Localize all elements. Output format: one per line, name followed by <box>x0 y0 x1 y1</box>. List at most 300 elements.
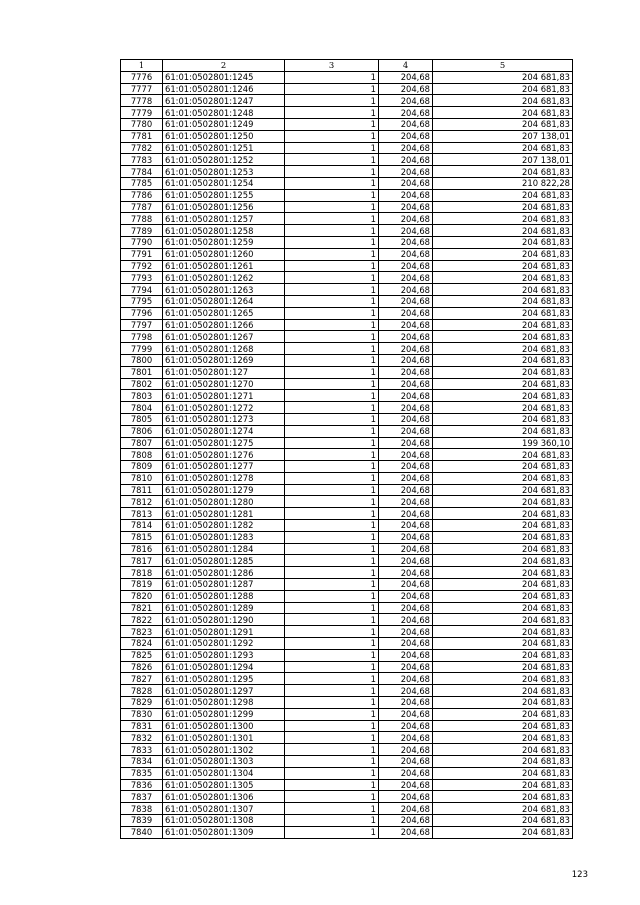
cadastral-number-cell: 61:01:0502801:1300 <box>163 720 285 732</box>
area-cell: 204,68 <box>379 472 433 484</box>
table-row <box>121 661 573 673</box>
area-cell: 204,68 <box>379 260 433 272</box>
value-cell: 204 681,83 <box>433 685 573 697</box>
quantity-cell: 1 <box>285 815 379 827</box>
cadastral-number-cell: 61:01:0502801:1285 <box>163 555 285 567</box>
area-cell: 204,68 <box>379 767 433 779</box>
area-cell: 204,68 <box>379 142 433 154</box>
quantity-cell: 1 <box>285 130 379 142</box>
value-cell: 204 681,83 <box>433 555 573 567</box>
area-cell: 204,68 <box>379 732 433 744</box>
quantity-cell: 1 <box>285 225 379 237</box>
value-cell: 204 681,83 <box>433 248 573 260</box>
row-number-cell: 7799 <box>121 343 163 355</box>
row-number-cell: 7784 <box>121 166 163 178</box>
table-row <box>121 508 573 520</box>
quantity-cell: 1 <box>285 402 379 414</box>
cadastral-number-cell: 61:01:0502801:1267 <box>163 331 285 343</box>
area-cell: 204,68 <box>379 343 433 355</box>
quantity-cell: 1 <box>285 779 379 791</box>
quantity-cell: 1 <box>285 720 379 732</box>
area-cell: 204,68 <box>379 779 433 791</box>
area-cell: 204,68 <box>379 449 433 461</box>
table-row <box>121 248 573 260</box>
quantity-cell: 1 <box>285 791 379 803</box>
area-cell: 204,68 <box>379 154 433 166</box>
area-cell: 204,68 <box>379 307 433 319</box>
quantity-cell: 1 <box>285 579 379 591</box>
cadastral-number-cell: 61:01:0502801:1251 <box>163 142 285 154</box>
table-row <box>121 543 573 555</box>
row-number-cell: 7787 <box>121 201 163 213</box>
value-cell: 204 681,83 <box>433 343 573 355</box>
area-cell: 204,68 <box>379 661 433 673</box>
quantity-cell: 1 <box>285 520 379 532</box>
table-row <box>121 166 573 178</box>
cadastral-number-cell: 61:01:0502801:1303 <box>163 756 285 768</box>
row-number-cell: 7806 <box>121 425 163 437</box>
value-cell: 204 681,83 <box>433 284 573 296</box>
value-cell: 204 681,83 <box>433 815 573 827</box>
cadastral-number-cell: 61:01:0502801:1302 <box>163 744 285 756</box>
row-number-cell: 7779 <box>121 107 163 119</box>
value-cell: 204 681,83 <box>433 413 573 425</box>
table-row <box>121 189 573 201</box>
row-number-cell: 7795 <box>121 295 163 307</box>
area-cell: 204,68 <box>379 295 433 307</box>
quantity-cell: 1 <box>285 531 379 543</box>
row-number-cell: 7776 <box>121 71 163 83</box>
cadastral-number-cell: 61:01:0502801:1254 <box>163 177 285 189</box>
quantity-cell: 1 <box>285 685 379 697</box>
value-cell: 204 681,83 <box>433 378 573 390</box>
cadastral-number-cell: 61:01:0502801:1264 <box>163 295 285 307</box>
quantity-cell: 1 <box>285 543 379 555</box>
row-number-cell: 7804 <box>121 402 163 414</box>
area-cell: 204,68 <box>379 649 433 661</box>
table-row <box>121 142 573 154</box>
row-number-cell: 7802 <box>121 378 163 390</box>
area-cell: 204,68 <box>379 826 433 838</box>
area-cell: 204,68 <box>379 744 433 756</box>
cadastral-number-cell: 61:01:0502801:1248 <box>163 107 285 119</box>
cadastral-number-cell: 61:01:0502801:1249 <box>163 118 285 130</box>
table-row <box>121 732 573 744</box>
cadastral-number-cell: 61:01:0502801:1256 <box>163 201 285 213</box>
cadastral-number-cell: 61:01:0502801:1305 <box>163 779 285 791</box>
value-cell: 204 681,83 <box>433 366 573 378</box>
quantity-cell: 1 <box>285 708 379 720</box>
value-cell: 204 681,83 <box>433 756 573 768</box>
quantity-cell: 1 <box>285 767 379 779</box>
table-row <box>121 366 573 378</box>
row-number-cell: 7816 <box>121 543 163 555</box>
value-cell: 204 681,83 <box>433 614 573 626</box>
area-cell: 204,68 <box>379 543 433 555</box>
quantity-cell: 1 <box>285 142 379 154</box>
row-number-cell: 7832 <box>121 732 163 744</box>
value-cell: 204 681,83 <box>433 189 573 201</box>
area-cell: 204,68 <box>379 95 433 107</box>
table-row <box>121 177 573 189</box>
area-cell: 204,68 <box>379 673 433 685</box>
quantity-cell: 1 <box>285 166 379 178</box>
row-number-cell: 7824 <box>121 638 163 650</box>
row-number-cell: 7817 <box>121 555 163 567</box>
quantity-cell: 1 <box>285 803 379 815</box>
area-cell: 204,68 <box>379 413 433 425</box>
table-row <box>121 319 573 331</box>
table-row <box>121 95 573 107</box>
table-row <box>121 756 573 768</box>
area-cell: 204,68 <box>379 189 433 201</box>
value-cell: 204 681,83 <box>433 402 573 414</box>
area-cell: 204,68 <box>379 720 433 732</box>
area-cell: 204,68 <box>379 685 433 697</box>
value-cell: 204 681,83 <box>433 626 573 638</box>
cadastral-number-cell: 61:01:0502801:1262 <box>163 272 285 284</box>
cadastral-number-cell: 61:01:0502801:1253 <box>163 166 285 178</box>
cadastral-number-cell: 61:01:0502801:1274 <box>163 425 285 437</box>
row-number-cell: 7828 <box>121 685 163 697</box>
value-cell: 204 681,83 <box>433 472 573 484</box>
value-cell: 204 681,83 <box>433 213 573 225</box>
cadastral-number-cell: 61:01:0502801:1304 <box>163 767 285 779</box>
row-number-cell: 7830 <box>121 708 163 720</box>
area-cell: 204,68 <box>379 791 433 803</box>
cadastral-number-cell: 61:01:0502801:1266 <box>163 319 285 331</box>
row-number-cell: 7831 <box>121 720 163 732</box>
quantity-cell: 1 <box>285 331 379 343</box>
table-row <box>121 720 573 732</box>
value-cell: 204 681,83 <box>433 543 573 555</box>
row-number-cell: 7819 <box>121 579 163 591</box>
cadastral-number-cell: 61:01:0502801:1252 <box>163 154 285 166</box>
cadastral-number-cell: 61:01:0502801:1290 <box>163 614 285 626</box>
cadastral-number-cell: 61:01:0502801:1269 <box>163 354 285 366</box>
value-cell: 204 681,83 <box>433 425 573 437</box>
value-cell: 204 681,83 <box>433 95 573 107</box>
cadastral-number-cell: 61:01:0502801:1288 <box>163 590 285 602</box>
value-cell: 204 681,83 <box>433 531 573 543</box>
row-number-cell: 7809 <box>121 461 163 473</box>
table-row <box>121 815 573 827</box>
cadastral-number-cell: 61:01:0502801:1281 <box>163 508 285 520</box>
row-number-cell: 7822 <box>121 614 163 626</box>
cadastral-number-cell: 61:01:0502801:1258 <box>163 225 285 237</box>
value-cell: 204 681,83 <box>433 390 573 402</box>
value-cell: 204 681,83 <box>433 307 573 319</box>
row-number-cell: 7821 <box>121 602 163 614</box>
quantity-cell: 1 <box>285 83 379 95</box>
quantity-cell: 1 <box>285 756 379 768</box>
cadastral-number-cell: 61:01:0502801:1268 <box>163 343 285 355</box>
value-cell: 204 681,83 <box>433 779 573 791</box>
row-number-cell: 7783 <box>121 154 163 166</box>
row-number-cell: 7794 <box>121 284 163 296</box>
page-number: 123 <box>571 870 588 880</box>
area-cell: 204,68 <box>379 590 433 602</box>
row-number-cell: 7834 <box>121 756 163 768</box>
quantity-cell: 1 <box>285 413 379 425</box>
value-cell: 204 681,83 <box>433 295 573 307</box>
quantity-cell: 1 <box>285 484 379 496</box>
quantity-cell: 1 <box>285 236 379 248</box>
quantity-cell: 1 <box>285 826 379 838</box>
quantity-cell: 1 <box>285 378 379 390</box>
area-cell: 204,68 <box>379 496 433 508</box>
table-row <box>121 590 573 602</box>
area-cell: 204,68 <box>379 756 433 768</box>
table-row <box>121 708 573 720</box>
cadastral-number-cell: 61:01:0502801:1298 <box>163 697 285 709</box>
cadastral-number-cell: 61:01:0502801:1260 <box>163 248 285 260</box>
cadastral-number-cell: 61:01:0502801:1283 <box>163 531 285 543</box>
row-number-cell: 7786 <box>121 189 163 201</box>
value-cell: 204 681,83 <box>433 71 573 83</box>
table-row <box>121 614 573 626</box>
value-cell: 204 681,83 <box>433 590 573 602</box>
table-row <box>121 425 573 437</box>
cadastral-number-cell: 61:01:0502801:1301 <box>163 732 285 744</box>
quantity-cell: 1 <box>285 437 379 449</box>
table-row <box>121 626 573 638</box>
area-cell: 204,68 <box>379 579 433 591</box>
table-row <box>121 213 573 225</box>
quantity-cell: 1 <box>285 260 379 272</box>
cadastral-number-cell: 61:01:0502801:1282 <box>163 520 285 532</box>
quantity-cell: 1 <box>285 95 379 107</box>
row-number-cell: 7792 <box>121 260 163 272</box>
cadastral-number-cell: 61:01:0502801:1293 <box>163 649 285 661</box>
cadastral-number-cell: 61:01:0502801:1291 <box>163 626 285 638</box>
cadastral-number-cell: 61:01:0502801:1265 <box>163 307 285 319</box>
cadastral-number-cell: 61:01:0502801:1295 <box>163 673 285 685</box>
value-cell: 204 681,83 <box>433 520 573 532</box>
value-cell: 204 681,83 <box>433 744 573 756</box>
column-header-2: 2 <box>163 60 285 72</box>
quantity-cell: 1 <box>285 366 379 378</box>
table-body <box>121 71 573 838</box>
table-row <box>121 472 573 484</box>
area-cell: 204,68 <box>379 378 433 390</box>
table-row <box>121 201 573 213</box>
cadastral-number-cell: 61:01:0502801:1246 <box>163 83 285 95</box>
cadastral-number-cell: 61:01:0502801:1294 <box>163 661 285 673</box>
value-cell: 204 681,83 <box>433 638 573 650</box>
register-table <box>120 59 573 839</box>
area-cell: 204,68 <box>379 366 433 378</box>
quantity-cell: 1 <box>285 567 379 579</box>
column-header-1: 1 <box>121 60 163 72</box>
table-row <box>121 260 573 272</box>
area-cell: 204,68 <box>379 390 433 402</box>
value-cell: 204 681,83 <box>433 331 573 343</box>
cadastral-number-cell: 61:01:0502801:1279 <box>163 484 285 496</box>
row-number-cell: 7836 <box>121 779 163 791</box>
quantity-cell: 1 <box>285 732 379 744</box>
row-number-cell: 7790 <box>121 236 163 248</box>
value-cell: 204 681,83 <box>433 107 573 119</box>
table-row <box>121 638 573 650</box>
value-cell: 210 822,28 <box>433 177 573 189</box>
value-cell: 204 681,83 <box>433 803 573 815</box>
area-cell: 204,68 <box>379 354 433 366</box>
value-cell: 204 681,83 <box>433 354 573 366</box>
table-row <box>121 555 573 567</box>
value-cell: 204 681,83 <box>433 567 573 579</box>
value-cell: 204 681,83 <box>433 661 573 673</box>
area-cell: 204,68 <box>379 803 433 815</box>
table-row <box>121 803 573 815</box>
table-row <box>121 413 573 425</box>
quantity-cell: 1 <box>285 508 379 520</box>
table-row <box>121 531 573 543</box>
area-cell: 204,68 <box>379 331 433 343</box>
quantity-cell: 1 <box>285 590 379 602</box>
value-cell: 204 681,83 <box>433 272 573 284</box>
cadastral-number-cell: 61:01:0502801:1276 <box>163 449 285 461</box>
row-number-cell: 7840 <box>121 826 163 838</box>
cadastral-number-cell: 61:01:0502801:1306 <box>163 791 285 803</box>
column-header-3: 3 <box>285 60 379 72</box>
area-cell: 204,68 <box>379 166 433 178</box>
area-cell: 204,68 <box>379 83 433 95</box>
row-number-cell: 7826 <box>121 661 163 673</box>
cadastral-number-cell: 61:01:0502801:1271 <box>163 390 285 402</box>
quantity-cell: 1 <box>285 248 379 260</box>
cadastral-number-cell: 61:01:0502801:1278 <box>163 472 285 484</box>
quantity-cell: 1 <box>285 284 379 296</box>
row-number-cell: 7803 <box>121 390 163 402</box>
area-cell: 204,68 <box>379 708 433 720</box>
cadastral-number-cell: 61:01:0502801:1307 <box>163 803 285 815</box>
value-cell: 204 681,83 <box>433 449 573 461</box>
value-cell: 204 681,83 <box>433 720 573 732</box>
cadastral-number-cell: 61:01:0502801:1272 <box>163 402 285 414</box>
table-row <box>121 390 573 402</box>
cadastral-number-cell: 61:01:0502801:1297 <box>163 685 285 697</box>
cadastral-number-cell: 61:01:0502801:1309 <box>163 826 285 838</box>
cadastral-number-cell: 61:01:0502801:127 <box>163 366 285 378</box>
table-row <box>121 225 573 237</box>
quantity-cell: 1 <box>285 614 379 626</box>
cadastral-number-cell: 61:01:0502801:1270 <box>163 378 285 390</box>
area-cell: 204,68 <box>379 201 433 213</box>
area-cell: 204,68 <box>379 567 433 579</box>
table-row <box>121 272 573 284</box>
area-cell: 204,68 <box>379 118 433 130</box>
area-cell: 204,68 <box>379 531 433 543</box>
quantity-cell: 1 <box>285 472 379 484</box>
quantity-cell: 1 <box>285 201 379 213</box>
table-row <box>121 744 573 756</box>
area-cell: 204,68 <box>379 425 433 437</box>
row-number-cell: 7785 <box>121 177 163 189</box>
value-cell: 204 681,83 <box>433 484 573 496</box>
value-cell: 204 681,83 <box>433 225 573 237</box>
cadastral-number-cell: 61:01:0502801:1273 <box>163 413 285 425</box>
row-number-cell: 7825 <box>121 649 163 661</box>
cadastral-number-cell: 61:01:0502801:1299 <box>163 708 285 720</box>
table-row <box>121 154 573 166</box>
cadastral-number-cell: 61:01:0502801:1257 <box>163 213 285 225</box>
area-cell: 204,68 <box>379 437 433 449</box>
area-cell: 204,68 <box>379 626 433 638</box>
area-cell: 204,68 <box>379 697 433 709</box>
value-cell: 204 681,83 <box>433 142 573 154</box>
column-header-4: 4 <box>379 60 433 72</box>
row-number-cell: 7796 <box>121 307 163 319</box>
quantity-cell: 1 <box>285 496 379 508</box>
table-row <box>121 449 573 461</box>
area-cell: 204,68 <box>379 213 433 225</box>
area-cell: 204,68 <box>379 248 433 260</box>
table-row <box>121 331 573 343</box>
row-number-cell: 7833 <box>121 744 163 756</box>
row-number-cell: 7814 <box>121 520 163 532</box>
table-row <box>121 83 573 95</box>
row-number-cell: 7813 <box>121 508 163 520</box>
area-cell: 204,68 <box>379 508 433 520</box>
value-cell: 204 681,83 <box>433 166 573 178</box>
value-cell: 204 681,83 <box>433 496 573 508</box>
table-row <box>121 496 573 508</box>
value-cell: 207 138,01 <box>433 154 573 166</box>
row-number-cell: 7805 <box>121 413 163 425</box>
value-cell: 199 360,10 <box>433 437 573 449</box>
quantity-cell: 1 <box>285 343 379 355</box>
quantity-cell: 1 <box>285 744 379 756</box>
cadastral-number-cell: 61:01:0502801:1255 <box>163 189 285 201</box>
value-cell: 204 681,83 <box>433 118 573 130</box>
quantity-cell: 1 <box>285 107 379 119</box>
quantity-cell: 1 <box>285 295 379 307</box>
cadastral-number-cell: 61:01:0502801:1286 <box>163 567 285 579</box>
quantity-cell: 1 <box>285 673 379 685</box>
quantity-cell: 1 <box>285 118 379 130</box>
quantity-cell: 1 <box>285 354 379 366</box>
cadastral-number-cell: 61:01:0502801:1277 <box>163 461 285 473</box>
table-row <box>121 602 573 614</box>
quantity-cell: 1 <box>285 638 379 650</box>
cadastral-number-cell: 61:01:0502801:1261 <box>163 260 285 272</box>
header-row <box>121 60 573 72</box>
value-cell: 204 681,83 <box>433 826 573 838</box>
value-cell: 204 681,83 <box>433 649 573 661</box>
area-cell: 204,68 <box>379 402 433 414</box>
table-row <box>121 295 573 307</box>
table-row <box>121 649 573 661</box>
table-row <box>121 484 573 496</box>
table-row <box>121 402 573 414</box>
cadastral-number-cell: 61:01:0502801:1292 <box>163 638 285 650</box>
value-cell: 207 138,01 <box>433 130 573 142</box>
row-number-cell: 7815 <box>121 531 163 543</box>
row-number-cell: 7810 <box>121 472 163 484</box>
row-number-cell: 7837 <box>121 791 163 803</box>
row-number-cell: 7820 <box>121 590 163 602</box>
cadastral-number-cell: 61:01:0502801:1308 <box>163 815 285 827</box>
table-row <box>121 236 573 248</box>
row-number-cell: 7811 <box>121 484 163 496</box>
quantity-cell: 1 <box>285 307 379 319</box>
value-cell: 204 681,83 <box>433 732 573 744</box>
row-number-cell: 7835 <box>121 767 163 779</box>
value-cell: 204 681,83 <box>433 83 573 95</box>
area-cell: 204,68 <box>379 614 433 626</box>
row-number-cell: 7839 <box>121 815 163 827</box>
